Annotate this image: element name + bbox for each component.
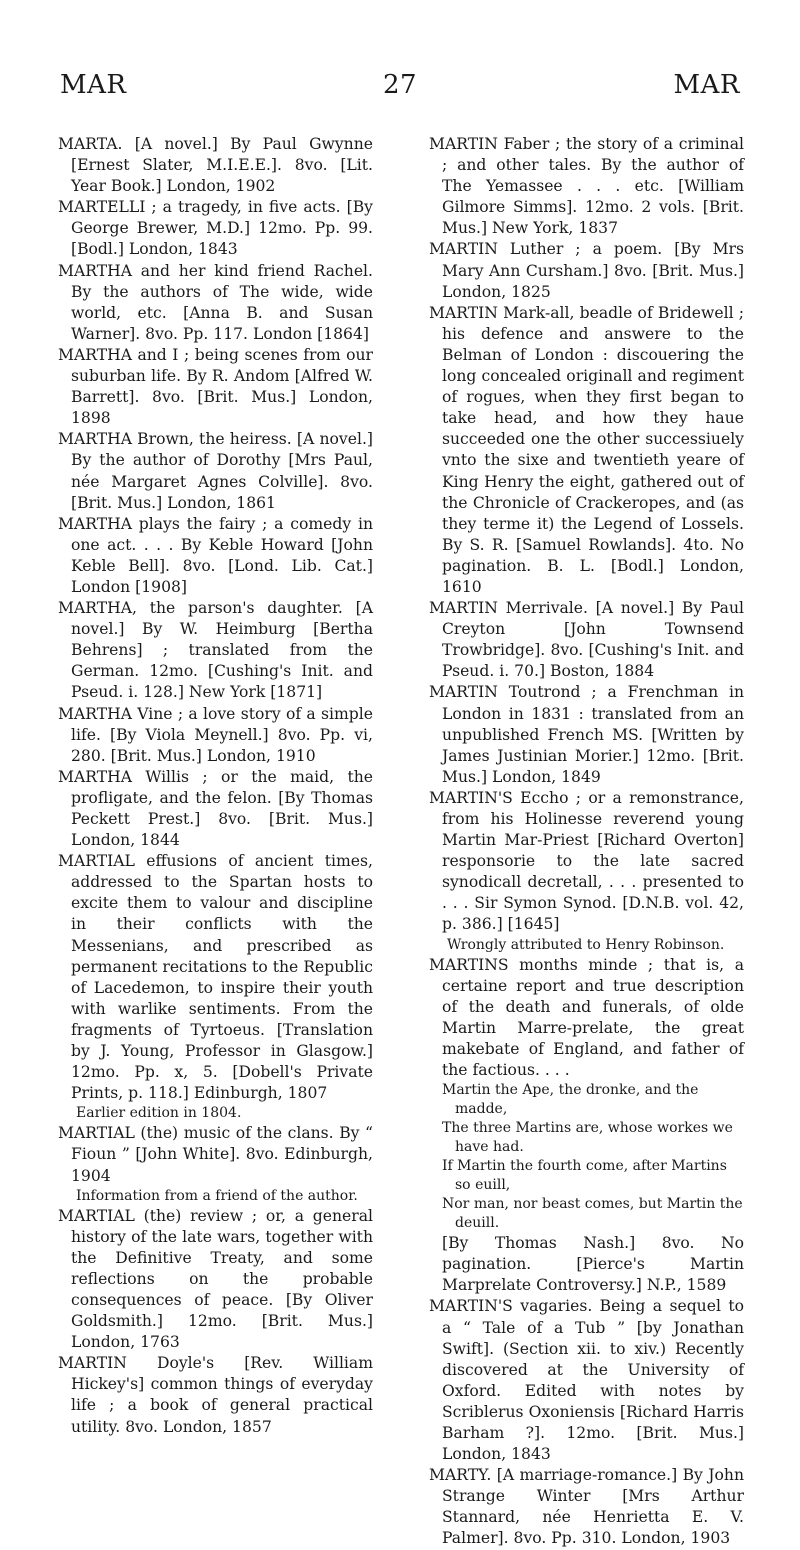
entry-martha-willis: MARTHA Willis ; or the maid, the profligate, and the felon. [By Thomas Peckett Prest.] 8vo. [Brit. Mus.] London, 1844: [58, 767, 373, 850]
entry-martha-brown: MARTHA Brown, the heiress. [A novel.] By the author of Dorothy [Mrs Paul, née Margaret Agnes Colville]. 8vo. [Brit. Mus.] London, 1861: [58, 430, 373, 512]
entry-martelli: MARTELLI ; a tragedy, in five acts. [By George Brewer, M.D.] 12mo. Pp. 99. [Bodl.] London, 1843: [58, 198, 373, 259]
entry-martin-luther: MARTIN Luther ; a poem. [By Mrs Mary Ann Cursham.] 8vo. [Brit. Mus.] London, 1825: [429, 240, 744, 301]
entry-martins-vagaries: MARTIN'S vagaries. Being a sequel to a “ Tale of a Tub ” [by Jonathan Swift]. (Section xii. to xiv.) Recently discovered at the University of Oxford. Edited with notes by Scriblerus Oxoniensis [Richard Harris Barham ?]. 12mo. [Brit. Mus.] London, 1843: [429, 1297, 744, 1464]
entry-martin-toutrond: MARTIN Toutrond ; a Frenchman in London in 1831 : translated from an unpublished French MS. [Written by James Justinian Morier.] 12mo. [Brit. Mus.] London, 1849: [429, 683, 744, 786]
entry-martial-music: MARTIAL (the) music of the clans. By “ Fioun ” [John White]. 8vo. Edinburgh, 1904: [58, 1124, 373, 1185]
page-header: [60, 70, 740, 110]
page-number: 27: [382, 70, 418, 100]
note-martial-music: Information from a friend of the author.: [76, 1187, 358, 1204]
entry-marta: MARTA. [A novel.] By Paul Gwynne [Ernest Slater, M.I.E.E.]. 8vo. [Lit. Year Book.] London, 1902: [58, 135, 373, 196]
entry-martha-vine: MARTHA Vine ; a love story of a simple life. [By Viola Meynell.] 8vo. Pp. vi, 280. [Brit. Mus.] London, 1910: [58, 704, 373, 765]
entry-martin-markall: MARTIN Mark-all, beadle of Bridewell ; his defence and answere to the Belman of London : discouering the long concealed originall and regiment of rogues, when they first began to take head, and how they haue succeeded one the other successiuely vnto the sixe and twentieth yeare of King Henry the eight, gathered out of the Chronicle of Crackeropes, and (as they terme it) the Legend of Lossels. By S. R. [Samuel Rowlands]. 4to. No pagination. B. L. [Bodl.] London, 1610: [429, 303, 744, 596]
running-head-right: MAR: [673, 70, 740, 100]
entry-marty: MARTY. [A marriage-romance.] By John Strange Winter [Mrs Arthur Stannard, née Henrietta E. V. Palmer]. 8vo. Pp. 310. London, 1903: [429, 1466, 744, 1548]
note-martins-eccho: Wrongly attributed to Henry Robinson.: [447, 936, 725, 953]
verse-quotation: [429, 1081, 744, 1233]
verse-line: Nor man, nor beast comes, but Martin the deuill.: [442, 1196, 743, 1232]
note-martial-effusions: Earlier edition in 1804.: [76, 1105, 242, 1122]
entry-martial-effusions: MARTIAL effusions of ancient times, addressed to the Spartan hosts to excite them to valour and discipline in their conflicts with the Messenians, and prescribed as permanent recitations to the Republic of Lacedemon, to inspire their youth with warlike sentiments. From the fragments of Tyrtoeus. [Translation by J. Young, Professor in Glasgow.] 12mo. Pp. x, 5. [Dobell's Private Prints, p. 118.] Edinburgh, 1807: [58, 852, 373, 1103]
verse-line: The three Martins are, whose workes we have had.: [442, 1120, 733, 1156]
entry-martial-review: MARTIAL (the) review ; or, a general history of the late wars, together with the Definitive Treaty, and some reflections on the probable consequences of peace. [By Oliver Goldsmith.] 12mo. [Brit. Mus.] London, 1763: [58, 1206, 373, 1352]
entry-martin-doyle: MARTIN Doyle's [Rev. William Hickey's] common things of everyday life ; a book of general practical utility. 8vo. London, 1857: [58, 1354, 373, 1436]
left-column: [58, 134, 373, 1438]
right-column: [429, 134, 744, 1550]
running-head-left: MAR: [60, 70, 127, 100]
entry-martha-rachel: MARTHA and her kind friend Rachel. By the authors of The wide, wide world, etc. [Anna B. and Susan Warner]. 8vo. Pp. 117. London [1864]: [58, 261, 373, 343]
entry-martha-parson: MARTHA, the parson's daughter. [A novel.] By W. Heimburg [Bertha Behrens] ; translated from the German. 12mo. [Cushing's Init. and Pseud. i. 128.] New York [1871]: [58, 599, 373, 702]
entry-martin-merrivale: MARTIN Merrivale. [A novel.] By Paul Creyton [John Townsend Trowbridge]. 8vo. [Cushing's Init. and Pseud. i. 70.] Boston, 1884: [429, 599, 744, 681]
entry-martha-fairy: MARTHA plays the fairy ; a comedy in one act. . . . By Keble Howard [John Keble Bell]. 8vo. [Lond. Lib. Cat.] London [1908]: [58, 514, 373, 596]
verse-line: If Martin the fourth come, after Martins so euill,: [442, 1158, 727, 1194]
entry-martins-eccho: MARTIN'S Eccho ; or a remonstrance, from his Holinesse reverend young Martin Mar-Priest [Richard Overton] responsorie to the late sacred synodicall decretall, . . . presented to . . . Sir Symon Synod. [D.N.B. vol. 42, p. 386.] [1645]: [429, 788, 744, 934]
entry-martins-months-minde-imprint: [By Thomas Nash.] 8vo. No pagination. [Pierce's Martin Marprelate Controversy.] N.P., 1589: [442, 1234, 744, 1295]
entry-martin-faber: MARTIN Faber ; the story of a criminal ; and other tales. By the author of The Yemassee . . . etc. [William Gilmore Simms]. 12mo. 2 vols. [Brit. Mus.] New York, 1837: [429, 135, 744, 238]
entry-martha-and-i: MARTHA and I ; being scenes from our suburban life. By R. Andom [Alfred W. Barrett]. 8vo. [Brit. Mus.] London, 1898: [58, 345, 373, 428]
entry-martins-months-minde: MARTINS months minde ; that is, a certaine report and true description of the death and funerals, of olde Martin Marre-prelate, the great makebate of England, and father of the factious. . . .: [429, 955, 744, 1080]
verse-line: Martin the Ape, the dronke, and the madde,: [442, 1082, 699, 1118]
